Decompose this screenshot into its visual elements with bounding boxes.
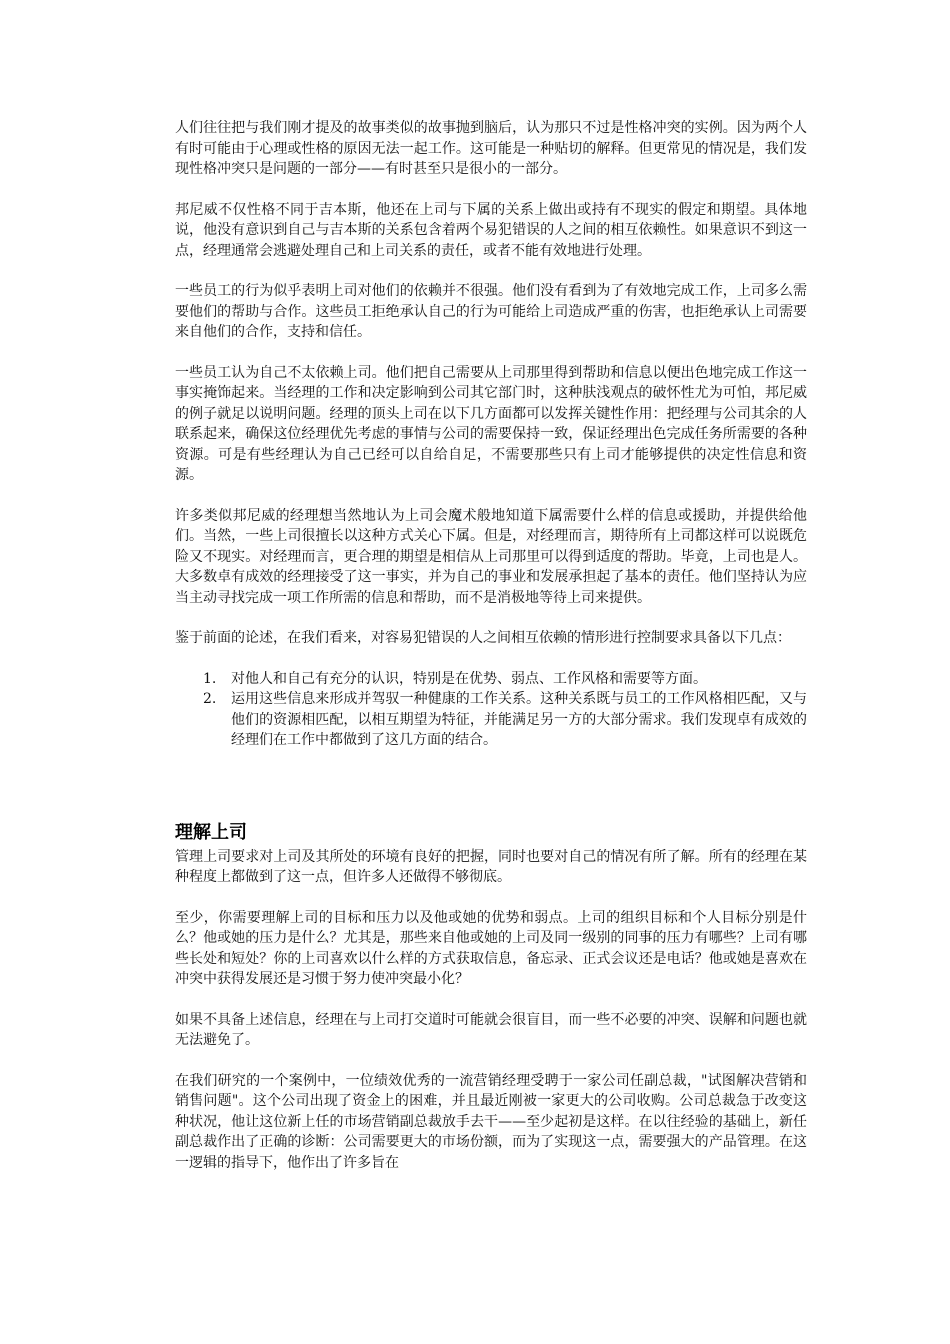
list-item	[175, 689, 807, 751]
paragraph: 管理上司要求对上司及其所处的环境有良好的把握，同时也要对自己的情况有所了解。所有的经理在某种程度上都做到了这一点，但许多人还做得不够彻底。	[175, 848, 807, 885]
paragraph: 一些员工认为自己不太依赖上司。他们把自己需要从上司那里得到帮助和信息以便出色地完成工作这一事实掩饰起来。当经理的工作和决定影响到公司其它部门时，这种肤浅观点的破怀性尤为可怕，邦尼威的例子就足以说明问题。经理的顶头上司在以下几方面都可以发挥关键性作用：把经理与公司其余的人联系起来，确保这位经理优先考虑的事情与公司的需要保持一致，保证经理出色完成任务所需要的各种资源。可是有些经理认为自己已经可以自给自足，不需要那些只有上司才能够提供的决定性信息和资源。	[175, 364, 807, 483]
document-page	[175, 118, 807, 1193]
paragraph: 人们往往把与我们刚才提及的故事类似的故事抛到脑后，认为那只不过是性格冲突的实例。因为两个人有时可能由于心理或性格的原因无法一起工作。这可能是一种贴切的解释。但更常见的情况是，我们发现性格冲突只是问题的一部分——有时甚至只是很小的一部分。	[175, 120, 807, 177]
paragraph: 邦尼威不仅性格不同于吉本斯，他还在上司与下属的关系上做出或持有不现实的假定和期望。具体地说，他没有意识到自己与吉本斯的关系包含着两个易犯错误的人之间的相互依赖性。如果意识不到这一点，经理通常会逃避处理自己和上司关系的责任，或者不能有效地进行处理。	[175, 201, 807, 259]
paragraph: 至少，你需要理解上司的目标和压力以及他或她的优势和弱点。上司的组织目标和个人目标分别是什么？他或她的压力是什么？尤其是，那些来自他或她的上司及同一级别的同事的压力有哪些？上司有哪些长处和短处？你的上司喜欢以什么样的方式获取信息，备忘录、正式会议还是电话？他或她是喜欢在冲突中获得发展还是习惯于努力使冲突最小化？	[175, 909, 807, 987]
list-item	[175, 669, 807, 690]
numbered-list	[175, 669, 807, 751]
paragraph: 许多类似邦尼威的经理想当然地认为上司会魔术般地知道下属需要什么样的信息或援助，并提供给他们。当然，一些上司很擅长以这种方式关心下属。但是，对经理而言，期待所有上司都这样可以说既危险又不现实。对经理而言，更合理的期望是相信从上司那里可以得到适度的帮助。毕竟，上司也是人。大多数卓有成效的经理接受了这一事实，并为自己的事业和发展承担起了基本的责任。他们坚持认为应当主动寻找完成一项工作所需的信息和帮助，而不是消极地等待上司来提供。	[175, 507, 807, 606]
list-item-number: 2.	[203, 691, 217, 707]
paragraph: 如果不具备上述信息，经理在与上司打交道时可能就会很盲目，而一些不必要的冲突、误解和问题也就无法避免了。	[175, 1011, 807, 1048]
paragraph: 在我们研究的一个案例中，一位绩效优秀的一流营销经理受聘于一家公司任副总裁，"试图解决营销和销售问题"。这个公司出现了资金上的困难，并且最近刚被一家更大的公司收购。公司总裁急于改变这种状况，他让这位新上任的市场营销副总裁放手去干——至少起初是这样。在以往经验的基础上，新任副总裁作出了正确的诊断：公司需要更大的市场份额，而为了实现这一点，需要强大的产品管理。在这一逻辑的指导下，他作出了许多旨在	[175, 1072, 807, 1171]
list-item-number: 1.	[203, 670, 217, 687]
list-item-text: 运用这些信息来形成并驾驭一种健康的工作关系。这种关系既与员工的工作风格相匹配，又与他们的资源相匹配，以相互期望为特征，并能满足另一方的大部分需求。我们发现卓有成效的经理们在工作中都做到了这几方面的结合。	[231, 691, 807, 748]
paragraph: 一些员工的行为似乎表明上司对他们的依赖并不很强。他们没有看到为了有效地完成工作，上司多么需要他们的帮助与合作。这些员工拒绝承认自己的行为可能给上司造成严重的伤害，也拒绝承认上司需要来自他们的合作，支持和信任。	[175, 283, 807, 340]
section-heading: 理解上司	[175, 821, 247, 843]
list-item-text: 对他人和自己有充分的认识，特别是在优势、弱点、工作风格和需要等方面。	[231, 670, 707, 687]
paragraph: 鉴于前面的论述，在我们看来，对容易犯错误的人之间相互依赖的情形进行控制要求具备以下几点：	[175, 630, 791, 646]
